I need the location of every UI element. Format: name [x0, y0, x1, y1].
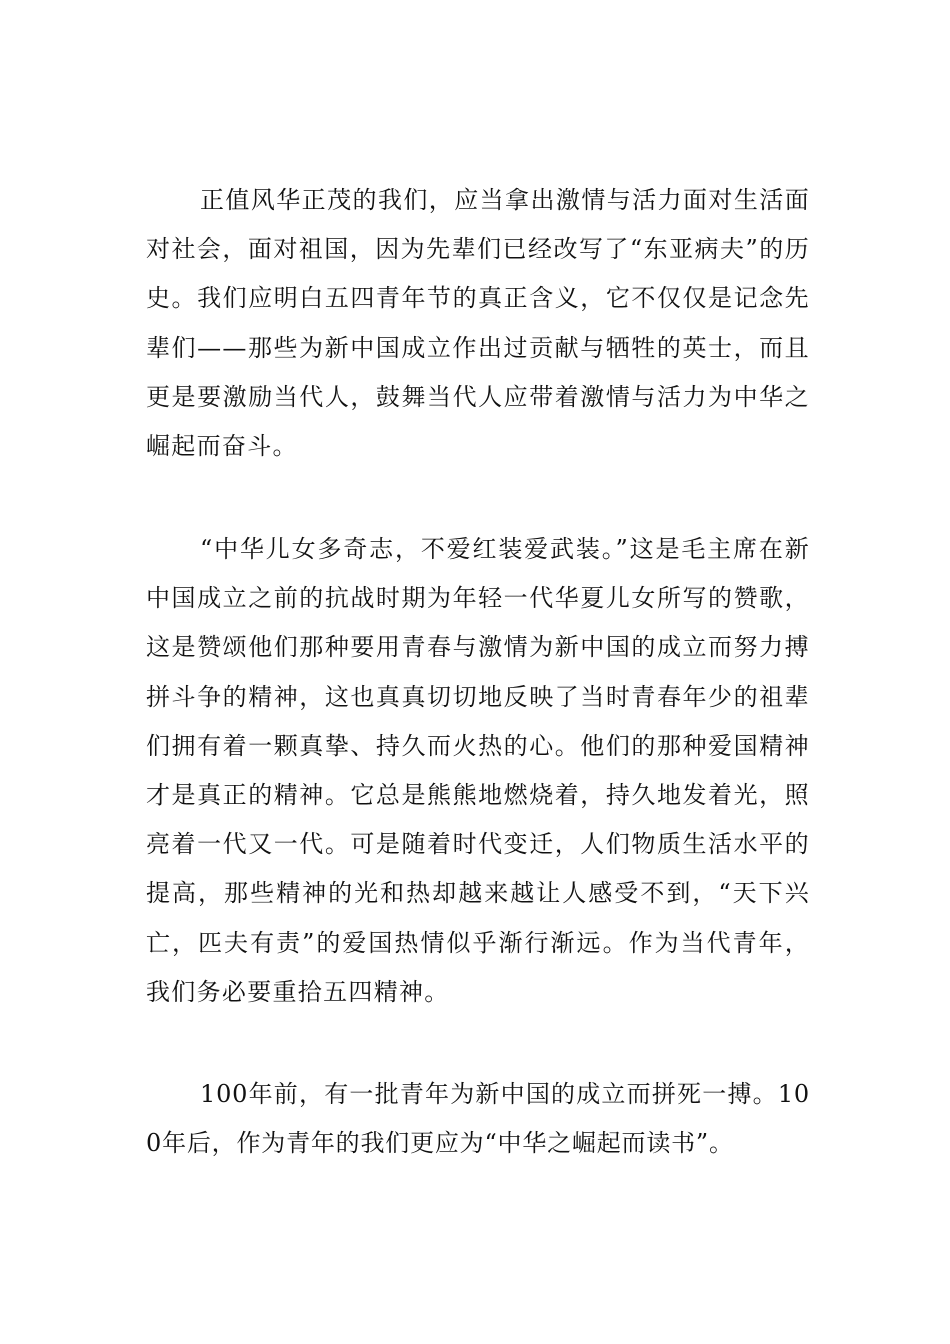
paragraph-1: 正值风华正茂的我们，应当拿出激情与活力面对生活面对社会，面对祖国，因为先辈们已经改写了“东亚病夫”的历史。我们应明白五四青年节的真正含义，它不仅仅是记念先辈们——那些为新中国成立作出过贡献与牺牲的英士，而且更是要激励当代人，鼓舞当代人应带着激情与活力为中华之崛起而奋斗。	[146, 186, 810, 461]
paragraph-2: “中华儿女多奇志，不爱红装爱武装。”这是毛主席在新中国成立之前的抗战时期为年轻一代华夏儿女所写的赞歌，这是赞颂他们那种要用青春与激情为新中国的成立而努力搏拼斗争的精神，这也真真切切地反映了当时青春年少的祖辈们拥有着一颗真挚、持久而火热的心。他们的那种爱国精神才是真正的精神。它总是熊熊地燃烧着，持久地发着光，照亮着一代又一代。可是随着时代变迁，人们物质生活水平的提高，那些精神的光和热却越来越让人感受不到，“天下兴亡，匹夫有责”的爱国热情似乎渐行渐远。作为当代青年，我们务必要重拾五四精神。	[146, 535, 810, 1006]
paragraph-3: 100年前，有一批青年为新中国的成立而拼死一搏。100年后，作为青年的我们更应为“中华之崛起而读书”。	[146, 1080, 810, 1158]
